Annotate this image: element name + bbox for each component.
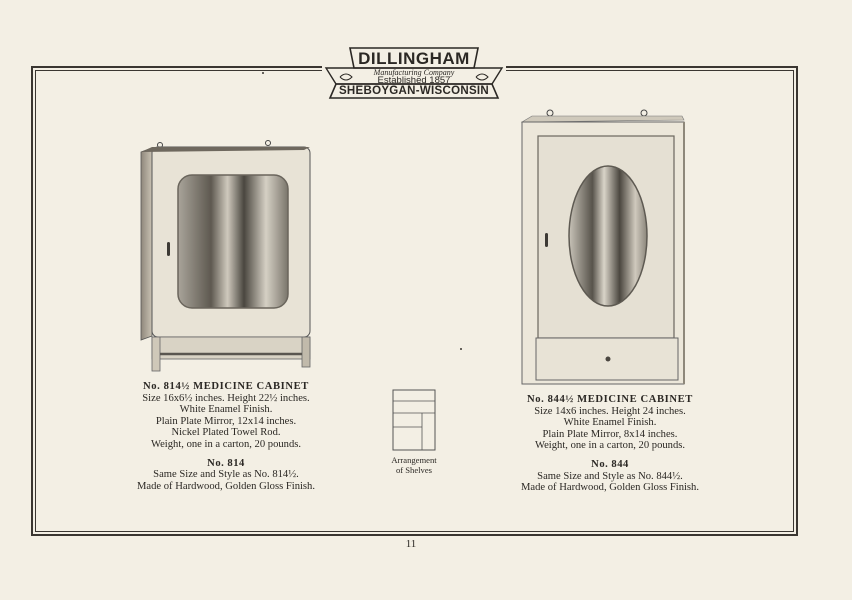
variant-line: Same Size and Style as No. 844½. bbox=[537, 470, 683, 482]
product-title: No. 844½ MEDICINE CABINET bbox=[527, 394, 693, 405]
spec-line: Weight, one in a carton, 20 pounds. bbox=[150, 438, 302, 450]
spec-line: Plain Plate Mirror, 8x14 inches. bbox=[542, 428, 678, 440]
logo-company: Manufacturing Company bbox=[373, 68, 455, 77]
product-844-description bbox=[478, 394, 742, 494]
spec-line: White Enamel Finish. bbox=[563, 417, 657, 429]
shelf-caption bbox=[370, 455, 458, 475]
page-number: 11 bbox=[405, 538, 417, 550]
shelf-arrangement-diagram bbox=[392, 389, 436, 451]
variant-line: Made of Hardwood, Golden Gloss Finish. bbox=[520, 482, 700, 494]
spec-line: Nickel Plated Towel Rod. bbox=[171, 427, 281, 439]
paper-speck bbox=[460, 348, 462, 350]
cabinet-844-illustration bbox=[518, 108, 690, 386]
logo-name: DILLINGHAM bbox=[358, 49, 470, 68]
shelf-caption-line: Arrangement bbox=[391, 455, 437, 465]
dillingham-logo bbox=[322, 46, 506, 100]
spec-line: White Enamel Finish. bbox=[179, 404, 273, 416]
shelf-caption-line: of Shelves bbox=[395, 465, 433, 475]
logo-city: SHEBOYGAN-WISCONSIN bbox=[338, 85, 490, 97]
spec-line: Size 14x6 inches. Height 24 inches. bbox=[534, 405, 686, 417]
variant-title: No. 844 bbox=[591, 458, 629, 470]
variant-line: Same Size and Style as No. 814½. bbox=[153, 469, 299, 481]
spec-line: Size 16x6½ inches. Height 22½ inches. bbox=[142, 392, 310, 404]
variant-title: No. 814 bbox=[207, 457, 245, 469]
paper-speck bbox=[262, 72, 264, 74]
logo-established: Established 1857 bbox=[377, 75, 451, 86]
spec-line: Weight, one in a carton, 20 pounds. bbox=[534, 440, 686, 452]
spec-line: Plain Plate Mirror, 12x14 inches. bbox=[155, 415, 297, 427]
cabinet-814-illustration bbox=[138, 140, 314, 372]
product-title: No. 814½ MEDICINE CABINET bbox=[143, 381, 309, 392]
variant-line: Made of Hardwood, Golden Gloss Finish. bbox=[136, 480, 316, 492]
product-814-description bbox=[98, 381, 354, 492]
